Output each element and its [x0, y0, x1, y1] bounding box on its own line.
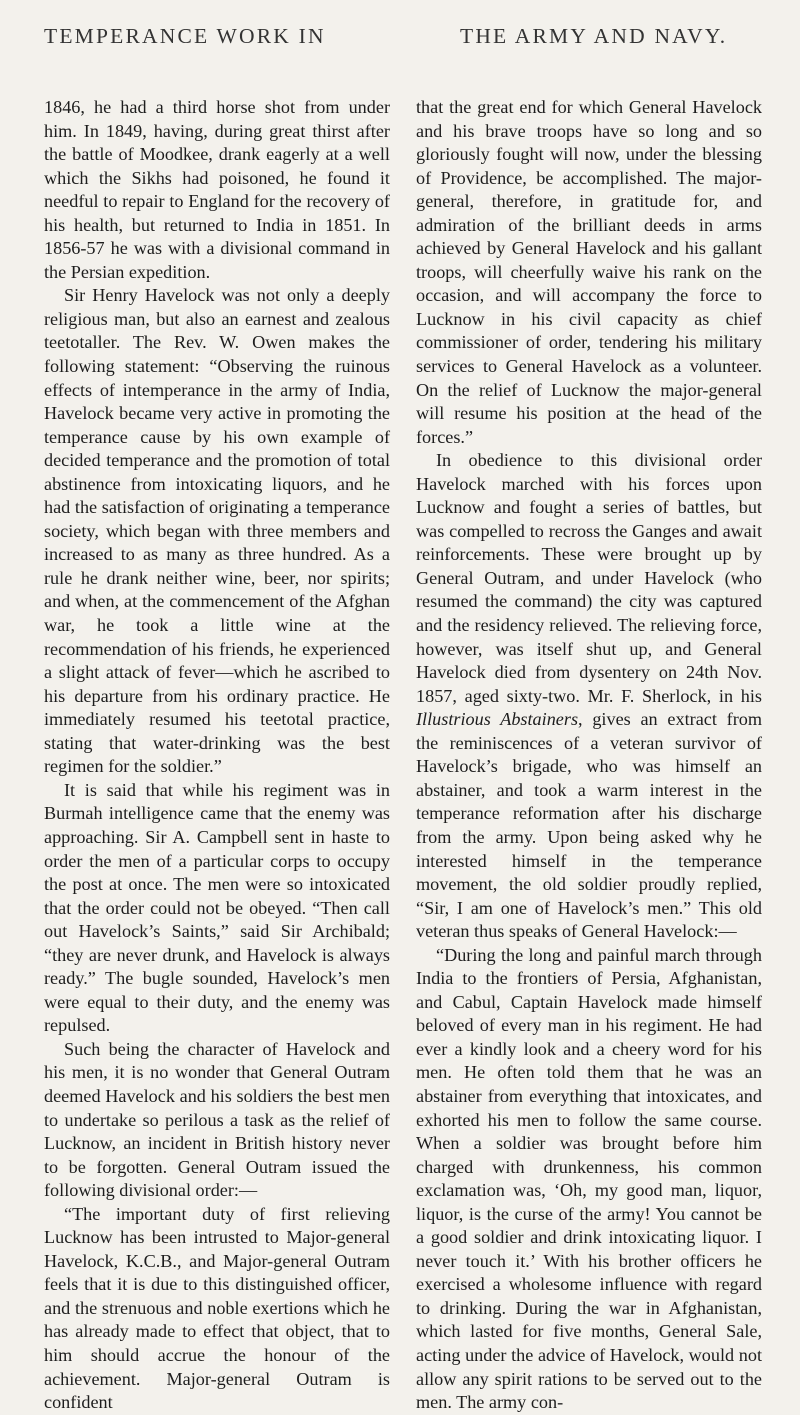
quoted-reminiscence: “During the long and painful march through India to the frontiers of Persia, Afghanistan, and Cabul, Captain Havelock made himself beloved of every man in his regiment. He had ever a kindly look and a cheery word for his men. He often told them that he was an abstainer from everything that intoxicates, and exhorted his men to follow the same course. When a soldier was brought before him charged with drunkenness, his common exclamation was, ‘Oh, my good man, liquor, liquor, is the curse of the army! You cannot be a good soldier and drink intoxicating liquor. I never touch it.’ With his brother officers he exercised a wholesome influence with regard to drinking. During the war in Afghanistan, which lasted for five months, General Sale, acting under the advice of Havelock, would not allow any spirit rations to be served out to the men. The army con-: [416, 944, 762, 1413]
right-column: [416, 96, 762, 1415]
book-title: Illustrious Abstainers: [416, 709, 579, 730]
paragraph: Such being the character of Havelock and his men, it is no wonder that General Outram deemed Havelock and his soldiers the best men to undertake so perilous a task as the relief of Lucknow, an incident in British history never to be forgotten. General Outram issued the following divisional order:—: [44, 1038, 390, 1201]
quoted-order: “The important duty of first relieving Lucknow has been intrusted to Major-general Havelock, K.C.B., and Major-general Outram feels that it is due to this distinguished officer, and the strenuous and noble exertions which he has already made to effect that object, that to him should accrue the honour of the achievement. Major-general Outram is confident: [44, 1203, 390, 1413]
paragraph-text: In obedience to this divisional order Havelock marched with his forces upon Lucknow and fought a series of battles, but was compelled to recross the Ganges and await reinforcements. These were brought up by General Outram, and under Havelock (who resumed the command) the city was captured and the residency relieved. The relieving force, however, was itself shut up, and General Havelock died from dysentery on 24th Nov. 1857, aged sixty-two. Mr. F. Sherlock, in his: [416, 450, 762, 706]
paragraph: It is said that while his regiment was in Burmah intelligence came that the enemy was approaching. Sir A. Campbell sent in haste to order the men of a particular corps to occupy the post at once. The men were so intoxicated that the order could not be obeyed. “Then call out Havelock’s Saints,” said Sir Archibald; “they are never drunk, and Havelock is always ready.” The bugle sounded, Havelock’s men were equal to their duty, and the enemy was repulsed.: [44, 779, 390, 1036]
paragraph: [416, 449, 762, 943]
paragraph-text: , gives an extract from the reminiscences of a veteran survivor of Havelock’s brigade, who was himself an abstainer, and took a warm interest in the temperance reformation after his discharge from the army. Upon being asked why he interested himself in the temperance movement, the old soldier proudly replied, “Sir, I am one of Havelock’s men.” This old veteran thus speaks of General Havelock:—: [416, 709, 763, 942]
paragraph: 1846, he had a third horse shot from under him. In 1849, having, during great thirst after the battle of Moodkee, drank eagerly at a well which the Sikhs had poisoned, he found it needful to repair to England for the recovery of his health, but returned to India in 1851. In 1856-57 he was with a divisional command in the Persian expedition.: [44, 97, 390, 282]
running-header-left: TEMPERANCE WORK IN: [44, 24, 326, 48]
paragraph: Sir Henry Havelock was not only a deeply religious man, but also an earnest and zealous teetotaller. The Rev. W. Owen makes the following statement: “Observing the ruinous effects of intemperance in the army of India, Havelock became very active in promoting the temperance cause by his own example of decided temperance and the promotion of total abstinence from intoxicating liquors, and he had the satisfaction of originating a temperance society, which began with three members and increased to as many as three hundred. As a rule he drank neither wine, beer, nor spirits; and when, at the commencement of the Afghan war, he took a little wine at the recommendation of his friends, he experienced a slight attack of fever—which he ascribed to his departure from his ordinary practice. He immediately resumed his teetotal practice, stating that water-drinking was the best regimen for the soldier.”: [44, 285, 390, 777]
running-header-right: THE ARMY AND NAVY.: [460, 24, 728, 48]
paragraph: that the great end for which General Havelock and his brave troops have so long and so gloriously fought will now, under the blessing of Providence, be accomplished. The major-general, therefore, in gratitude for, and admiration of the brilliant deeds in arms achieved by General Havelock and his gallant troops, will cheerfully waive his rank on the occasion, and will accompany the force to Lucknow in his civil capacity as chief commissioner of order, tendering his military services to General Havelock as a volunteer. On the relief of Lucknow the major-general will resume his position at the head of the forces.”: [416, 97, 762, 447]
left-column: [44, 96, 390, 1415]
